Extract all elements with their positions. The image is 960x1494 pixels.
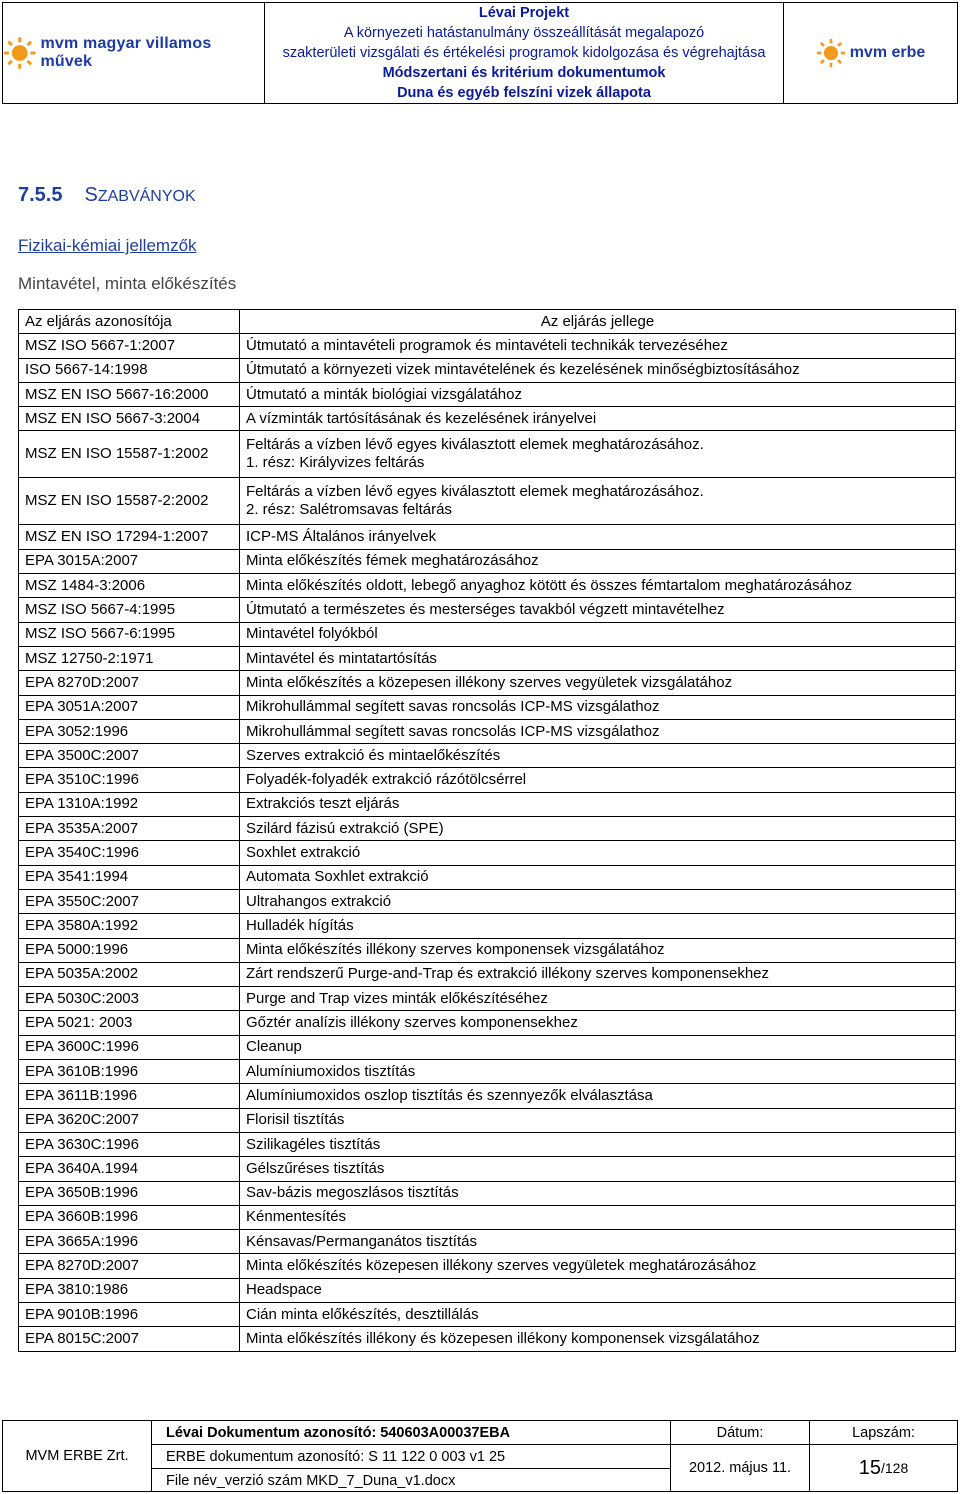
- standard-description: Mintavétel folyókból: [240, 622, 956, 646]
- standard-description: Alumíniumoxidos oszlop tisztítás és szennyezők elválasztása: [240, 1084, 956, 1108]
- standard-description: Kénsavas/Permanganátos tisztítás: [240, 1230, 956, 1254]
- standard-description: Minta előkészítés illékony és közepesen illékony komponensek vizsgálatához: [240, 1327, 956, 1351]
- standard-id: EPA 5021: 2003: [19, 1011, 240, 1035]
- standard-description: Útmutató a környezeti vizek mintavételének és kezelésének minőségbiztosításához: [240, 358, 956, 382]
- table-row: [19, 358, 956, 382]
- table-header-desc: Az eljárás jellege: [240, 310, 956, 334]
- table-header-row: [19, 310, 956, 334]
- standard-id: EPA 3660B:1996: [19, 1205, 240, 1229]
- standards-table: [18, 309, 956, 1352]
- standard-description: Cleanup: [240, 1035, 956, 1059]
- standard-id: EPA 5000:1996: [19, 938, 240, 962]
- standard-description: Szilikagéles tisztítás: [240, 1132, 956, 1156]
- header-line2: A környezeti hatástanulmány összeállítását megalapozó: [343, 25, 705, 41]
- footer-page-block: [810, 1421, 957, 1491]
- standard-description: Mikrohullámmal segített savas roncsolás ICP-MS vizsgálathoz: [240, 695, 956, 719]
- standard-description-line1: Feltárás a vízben lévő egyes kiválasztott elemek meghatározásához.: [246, 436, 704, 454]
- header-line5: Duna és egyéb felszíni vizek állapota: [397, 85, 651, 101]
- standard-id: MSZ 12750-2:1971: [19, 646, 240, 670]
- table-row: [19, 1157, 956, 1181]
- table-row: [19, 574, 956, 598]
- page-header: [2, 2, 958, 104]
- section-number: 7.5.5: [18, 184, 63, 206]
- standard-description: Hulladék hígítás: [240, 914, 956, 938]
- standard-description-line2: 1. rész: Királyvizes feltárás: [246, 454, 425, 472]
- standard-description: Minta előkészítés közepesen illékony szerves vegyületek meghatározásához: [240, 1254, 956, 1278]
- footer-doc-id: Lévai Dokumentum azonosító: 540603A00037EBA: [152, 1421, 670, 1445]
- standard-description: Útmutató a minták biológiai vizsgálatához: [240, 382, 956, 406]
- standard-description: Mintavétel és mintatartósítás: [240, 646, 956, 670]
- table-row: [19, 1181, 956, 1205]
- section-heading: [18, 184, 196, 207]
- header-line3: szakterületi vizsgálati és értékelési programok kidolgozása és végrehajtása: [282, 45, 766, 61]
- standard-id: EPA 3580A:1992: [19, 914, 240, 938]
- table-row: [19, 768, 956, 792]
- standard-id: ISO 5667-14:1998: [19, 358, 240, 382]
- table-row: [19, 525, 956, 549]
- standard-description: Minta előkészítés illékony szerves komponensek vizsgálatához: [240, 938, 956, 962]
- standard-id: EPA 1310A:1992: [19, 792, 240, 816]
- table-row: [19, 1230, 956, 1254]
- standard-id: EPA 8270D:2007: [19, 1254, 240, 1278]
- standard-description: Sav-bázis megoszlásos tisztítás: [240, 1181, 956, 1205]
- standard-id: EPA 3510C:1996: [19, 768, 240, 792]
- table-row: [19, 598, 956, 622]
- standard-description: Gélszűréses tisztítás: [240, 1157, 956, 1181]
- standard-description-line2: 2. rész: Salétromsavas feltárás: [246, 501, 452, 519]
- table-row: [19, 695, 956, 719]
- standard-description: Kénmentesítés: [240, 1205, 956, 1229]
- table-row: [19, 1132, 956, 1156]
- standard-description: A vízminták tartósításának és kezelésének irányelvei: [240, 407, 956, 431]
- standard-description: Purge and Trap vizes minták előkészítéséhez: [240, 987, 956, 1011]
- table-row: [19, 1060, 956, 1084]
- standard-id: EPA 8270D:2007: [19, 671, 240, 695]
- standard-description: Útmutató a természetes és mesterséges tavakból végzett mintavételhez: [240, 598, 956, 622]
- table-row: [19, 478, 956, 525]
- table-row: [19, 1278, 956, 1302]
- standard-description: Automata Soxhlet extrakció: [240, 865, 956, 889]
- standard-description: [240, 478, 956, 525]
- section-title-rest: ZABVÁNYOK: [97, 188, 196, 205]
- footer-date-label: Dátum:: [671, 1421, 809, 1445]
- standard-id: EPA 3541:1994: [19, 865, 240, 889]
- page-total: /128: [881, 1460, 909, 1476]
- table-row: [19, 1302, 956, 1326]
- standard-description: Folyadék-folyadék extrakció rázótölcsérrel: [240, 768, 956, 792]
- table-row: [19, 1254, 956, 1278]
- table-row: [19, 1084, 956, 1108]
- standard-id: EPA 3665A:1996: [19, 1230, 240, 1254]
- footer-file: File név_verzió szám MKD_7_Duna_v1.docx: [166, 1473, 456, 1489]
- table-row: [19, 817, 956, 841]
- table-row: [19, 841, 956, 865]
- header-title-block: [265, 3, 783, 103]
- table-header-id: Az eljárás azonosítója: [19, 310, 240, 334]
- table-row: [19, 549, 956, 573]
- standard-id: MSZ 1484-3:2006: [19, 574, 240, 598]
- table-row: [19, 407, 956, 431]
- standard-description: ICP-MS Általános irányelvek: [240, 525, 956, 549]
- table-row: [19, 1205, 956, 1229]
- mvm-logo: [3, 3, 265, 103]
- standard-id: EPA 3611B:1996: [19, 1084, 240, 1108]
- standard-id: EPA 3500C:2007: [19, 744, 240, 768]
- standard-description: [240, 431, 956, 478]
- table-row: [19, 622, 956, 646]
- standard-id: EPA 3810:1986: [19, 1278, 240, 1302]
- standard-id: MSZ ISO 5667-6:1995: [19, 622, 240, 646]
- standard-description: Minta előkészítés fémek meghatározásához: [240, 549, 956, 573]
- standard-id: EPA 5030C:2003: [19, 987, 240, 1011]
- page-footer: [2, 1420, 958, 1492]
- table-row: [19, 382, 956, 406]
- standard-description: Ultrahangos extrakció: [240, 889, 956, 913]
- standard-description: Headspace: [240, 1278, 956, 1302]
- standard-id: MSZ ISO 5667-1:2007: [19, 334, 240, 358]
- standard-description: Minta előkészítés oldott, lebegő anyaghoz kötött és összes fémtartalom meghatározásához: [240, 574, 956, 598]
- table-row: [19, 719, 956, 743]
- subsubtitle: Mintavétel, minta előkészítés: [18, 274, 237, 293]
- standard-id: EPA 3630C:1996: [19, 1132, 240, 1156]
- right-logo-text: mvm erbe: [849, 44, 926, 61]
- standard-description: Florisil tisztítás: [240, 1108, 956, 1132]
- standard-description-line1: Feltárás a vízben lévő egyes kiválasztott elemek meghatározásához.: [246, 483, 704, 501]
- section-title-first: S: [84, 184, 98, 206]
- standard-id: MSZ EN ISO 17294-1:2007: [19, 525, 240, 549]
- table-row: [19, 1327, 956, 1351]
- standard-id: MSZ EN ISO 5667-16:2000: [19, 382, 240, 406]
- standard-description: Gőztér analízis illékony szerves komponensekhez: [240, 1011, 956, 1035]
- left-logo-text: mvm magyar villamos művek: [40, 35, 212, 70]
- project-name: Lévai Projekt: [478, 5, 570, 21]
- table-row: [19, 1108, 956, 1132]
- table-row: [19, 744, 956, 768]
- header-line4: Módszertani és kritérium dokumentumok: [382, 65, 666, 81]
- table-row: [19, 431, 956, 478]
- standard-id: EPA 3650B:1996: [19, 1181, 240, 1205]
- standard-id: MSZ EN ISO 15587-2:2002: [19, 478, 240, 525]
- footer-company: MVM ERBE Zrt.: [3, 1421, 152, 1491]
- table-row: [19, 962, 956, 986]
- table-row: [19, 334, 956, 358]
- table-row: [19, 938, 956, 962]
- standard-description: Mikrohullámmal segített savas roncsolás ICP-MS vizsgálathoz: [240, 719, 956, 743]
- standard-description: Szilárd fázisú extrakció (SPE): [240, 817, 956, 841]
- standard-id: EPA 3535A:2007: [19, 817, 240, 841]
- standard-description: Cián minta előkészítés, desztillálás: [240, 1302, 956, 1326]
- footer-page-label: Lapszám:: [810, 1421, 957, 1445]
- standard-description: Alumíniumoxidos tisztítás: [240, 1060, 956, 1084]
- standard-description: Soxhlet extrakció: [240, 841, 956, 865]
- footer-doc-info: [152, 1421, 671, 1491]
- standard-id: EPA 8015C:2007: [19, 1327, 240, 1351]
- standard-id: EPA 3051A:2007: [19, 695, 240, 719]
- standard-description: Útmutató a mintavételi programok és mintavételi technikák tervezéséhez: [240, 334, 956, 358]
- standard-id: EPA 3540C:1996: [19, 841, 240, 865]
- standard-id: EPA 9010B:1996: [19, 1302, 240, 1326]
- footer-erbe-id: ERBE dokumentum azonosító: S 11 122 0 003 v1 25: [152, 1445, 670, 1469]
- table-row: [19, 865, 956, 889]
- standard-description: Minta előkészítés a közepesen illékony szerves vegyületek vizsgálatához: [240, 671, 956, 695]
- table-row: [19, 646, 956, 670]
- table-row: [19, 889, 956, 913]
- standard-id: EPA 3052:1996: [19, 719, 240, 743]
- standard-id: EPA 3600C:1996: [19, 1035, 240, 1059]
- table-row: [19, 792, 956, 816]
- standard-id: EPA 3640A.1994: [19, 1157, 240, 1181]
- standard-id: EPA 3015A:2007: [19, 549, 240, 573]
- table-row: [19, 1011, 956, 1035]
- standard-id: MSZ EN ISO 15587-1:2002: [19, 431, 240, 478]
- footer-date-block: [671, 1421, 810, 1491]
- standard-description: Szerves extrakció és mintaelőkészítés: [240, 744, 956, 768]
- subtitle: Fizikai-kémiai jellemzők: [18, 236, 197, 255]
- standard-id: EPA 3550C:2007: [19, 889, 240, 913]
- table-row: [19, 1035, 956, 1059]
- table-row: [19, 914, 956, 938]
- standard-id: MSZ ISO 5667-4:1995: [19, 598, 240, 622]
- standard-id: EPA 5035A:2002: [19, 962, 240, 986]
- page-current: 15: [858, 1456, 881, 1479]
- sun-icon: [3, 36, 36, 70]
- table-row: [19, 987, 956, 1011]
- standard-description: Zárt rendszerű Purge-and-Trap és extrakció illékony szerves komponensekhez: [240, 962, 956, 986]
- sun-icon: [816, 38, 846, 68]
- standard-id: EPA 3620C:2007: [19, 1108, 240, 1132]
- standard-id: MSZ EN ISO 5667-3:2004: [19, 407, 240, 431]
- standard-description: Extrakciós teszt eljárás: [240, 792, 956, 816]
- footer-date: 2012. május 11.: [688, 1460, 792, 1476]
- table-row: [19, 671, 956, 695]
- footer-page-number: [810, 1445, 957, 1491]
- standard-id: EPA 3610B:1996: [19, 1060, 240, 1084]
- mvm-erbe-logo: [783, 3, 957, 103]
